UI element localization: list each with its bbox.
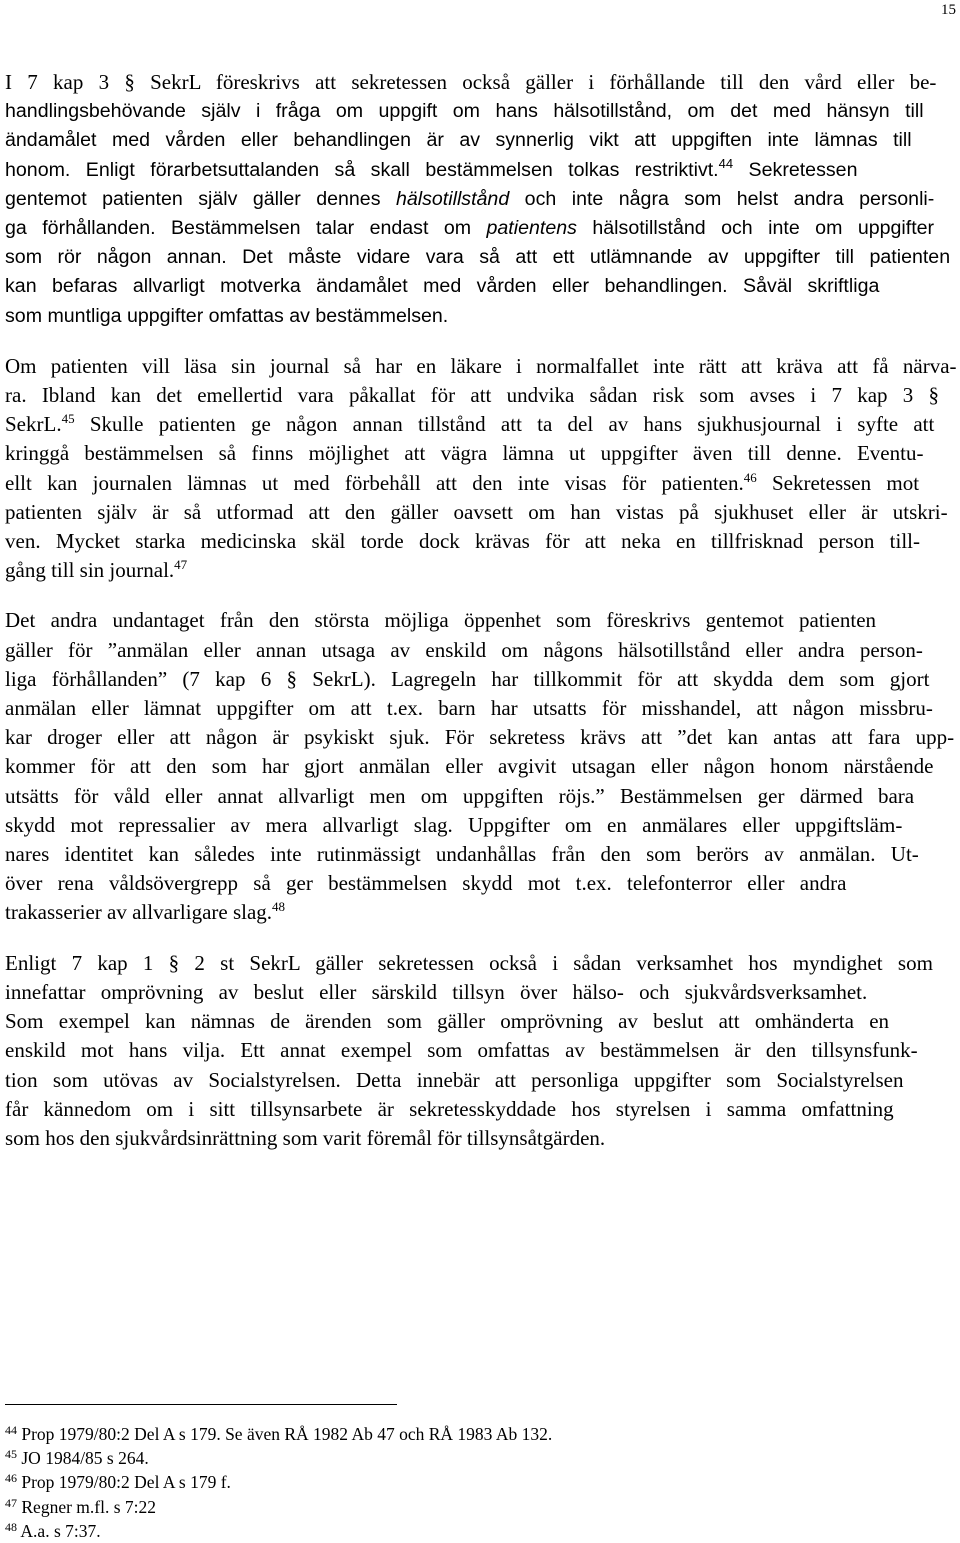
- text-run: tion som utövas av Socialstyrelsen. Detta innebär att personliga uppgifter som Socialstyrelsen: [5, 1067, 904, 1092]
- text-line: [5, 97, 957, 126]
- text-line: [5, 272, 957, 301]
- footnote-ref: 47: [174, 557, 188, 573]
- text-line: [5, 636, 957, 665]
- text-line: [5, 439, 957, 468]
- footnote-number: 47: [5, 1495, 17, 1510]
- footnote-ref: 44: [718, 155, 734, 171]
- footnote: [5, 1519, 945, 1543]
- text-line: [5, 527, 957, 556]
- text-line: [5, 811, 957, 840]
- text-line: [5, 243, 957, 272]
- text-run: patienten själv är så utformad att den gäller oavsett om han vistas på sjukhuset eller är utskri-: [5, 499, 948, 524]
- text-run: SekrL.: [5, 412, 62, 437]
- paragraph: [5, 68, 957, 331]
- text-run: Sekretessen mot: [756, 470, 920, 495]
- text-run: som rör någon annan. Det måste vidare vara så att ett utlämnande av uppgifter till patienten: [5, 246, 951, 269]
- text-line: [5, 949, 957, 978]
- body-text: [5, 68, 957, 1174]
- text-run: gång till sin journal.: [5, 558, 175, 583]
- footnote: [5, 1470, 945, 1494]
- text-line: [5, 665, 957, 694]
- paragraph: [5, 352, 957, 586]
- text-line: [5, 156, 957, 185]
- footnote: [5, 1495, 945, 1519]
- text-run: gäller för ”anmälan eller annan utsaga av enskild om någons hälsotillstånd eller andra person-: [5, 637, 923, 662]
- footnote-text: A.a. s 7:37.: [20, 1520, 101, 1541]
- text-run: ga förhållanden. Bestämmelsen talar endast om: [5, 217, 487, 240]
- text-run: Skulle patienten ge någon annan tillstånd att ta del av hans sjukhusjournal i syfte att: [74, 412, 935, 437]
- paragraph: [5, 949, 957, 1153]
- text-run: gentemot patienten själv gäller dennes: [5, 187, 396, 210]
- section-sign: §: [124, 70, 135, 94]
- text-line: [5, 352, 957, 381]
- footnote-text: Regner m.fl. s 7:22: [21, 1496, 157, 1517]
- text-line: [5, 68, 957, 97]
- text-run: kommer för att den som har gjort anmälan eller avgivit utsagan eller någon honom närstående: [5, 754, 934, 779]
- text-line: [5, 869, 957, 898]
- footnote-separator: [5, 1404, 397, 1405]
- text-run: honom. Enligt förarbetsuttalanden så skall bestämmelsen tolkas restriktivt.: [5, 158, 719, 181]
- text-run: kan befaras allvarligt motverka ändamålet med vården eller behandlingen. Såväl skriftliga: [5, 275, 880, 298]
- text-run: över rena våldsövergrepp så ger bestämmelsen skydd mot t.ex. telefonterror eller andra: [5, 871, 847, 896]
- text-run: ra. Ibland kan det emellertid vara påkallat för att undvika sådan risk som avses i 7 kap 3: [5, 383, 929, 408]
- text-line: [5, 1124, 957, 1153]
- text-run: kar droger eller att någon är psykiskt sjuk. För sekretess krävs att ”det kan antas att fara upp-: [5, 725, 955, 750]
- text-line: [5, 381, 957, 410]
- text-run: SekrL). Lagregeln har tillkommit för att skydda dem som gjort: [297, 666, 930, 691]
- footnote-number: 48: [5, 1519, 17, 1534]
- footnote-number: 44: [5, 1423, 17, 1437]
- paragraph: [5, 606, 957, 927]
- text-run: innefattar omprövning av beslut eller särskild tillsyn över hälso- och sjukvårdsverksamhet.: [5, 979, 868, 1004]
- footnote-text: JO 1984/85 s 264.: [21, 1448, 149, 1469]
- footnote-number: 45: [5, 1447, 17, 1462]
- text-run: trakasserier av allvarligare slag.: [5, 900, 273, 925]
- footnote-ref: 46: [743, 469, 757, 485]
- text-run: ändamålet med vården eller behandlingen är av synnerlig vikt att uppgiften inte lämnas till: [5, 129, 912, 152]
- footnote-ref: 45: [61, 411, 75, 427]
- text-line: [5, 469, 957, 498]
- text-line: [5, 694, 957, 723]
- text-run: kringgå bestämmelsen så finns möjlighet att vägra lämna ut uppgifter även till denne. Eventu-: [5, 441, 924, 466]
- text-line: [5, 498, 957, 527]
- text-line: [5, 556, 957, 585]
- text-run: Sekretessen: [733, 158, 858, 181]
- text-run: liga förhållanden” (7 kap 6: [5, 666, 287, 691]
- footnote-text: Prop 1979/80:2 Del A s 179 f.: [21, 1472, 231, 1493]
- text-line: [5, 752, 957, 781]
- text-run: handlingsbehövande själv i fråga om uppgift om hans hälsotillstånd, om det med hänsyn till: [5, 100, 924, 123]
- text-run: som muntliga uppgifter omfattas av bestämmelsen.: [5, 304, 449, 327]
- text-run: nares identitet kan således inte rutinmässigt undanhållas från den som berörs av anmälan. Ut-: [5, 842, 919, 867]
- text-line: [5, 410, 957, 439]
- footnote-number: 46: [5, 1471, 17, 1486]
- page-number: 15: [941, 2, 956, 18]
- emphasis-text: hälsotillstånd: [395, 187, 510, 210]
- footnote: [5, 1446, 945, 1470]
- text-run: enskild mot hans vilja. Ett annat exempel som omfattas av bestämmelsen är den tillsynsfunk-: [5, 1038, 918, 1063]
- footnote: [5, 1422, 945, 1446]
- text-run: Det andra undantaget från den största möjliga öppenhet som föreskrivs gentemot patienten: [5, 608, 877, 633]
- text-run: I 7 kap 3: [5, 70, 125, 94]
- text-line: [5, 840, 957, 869]
- text-line: [5, 978, 957, 1007]
- text-run: hälsotillstånd och inte om uppgifter: [576, 217, 935, 240]
- section-sign: §: [286, 666, 297, 691]
- text-run: 2 st SekrL gäller sekretessen också i sådan verksamhet hos myndighet som: [179, 950, 933, 975]
- text-line: [5, 214, 957, 243]
- text-line: [5, 723, 957, 752]
- section-sign: §: [928, 383, 940, 408]
- text-run: och inte några som helst andra personli-: [509, 187, 935, 210]
- text-run: anmälan eller lämnat uppgifter om att t.ex. barn har utsatts för misshandel, att någon missbru-: [5, 696, 933, 721]
- text-line: [5, 898, 957, 927]
- text-run: utsätts för våld eller annat allvarligt men om uppgiften röjs.” Bestämmelsen ger därmed bara: [5, 783, 915, 808]
- text-run: skydd mot repressalier av mera allvarligt slag. Uppgifter om en anmälares eller uppgiftsläm-: [5, 812, 903, 837]
- footnote-ref: 48: [272, 899, 286, 915]
- text-line: [5, 185, 957, 214]
- text-line: [5, 126, 957, 155]
- text-line: [5, 1066, 957, 1095]
- text-line: [5, 1095, 957, 1124]
- text-run: Enligt 7 kap 1: [5, 950, 169, 975]
- text-line: [5, 1036, 957, 1065]
- text-line: [5, 606, 957, 635]
- section-sign: §: [168, 950, 180, 975]
- text-line: [5, 302, 957, 331]
- text-run: SekrL föreskrivs att sekretessen också gäller i förhållande till den vård eller be-: [134, 70, 937, 94]
- text-run: får kännedom om i sitt tillsynsarbete är sekretesskyddade hos styrelsen i samma omfattning: [5, 1096, 894, 1121]
- text-run: ellt kan journalen lämnas ut med förbehåll att den inte visas för patienten.: [5, 470, 744, 495]
- text-line: [5, 1007, 957, 1036]
- text-run: Om patienten vill läsa sin journal så har en läkare i normalfallet inte rätt att kräva att få närva-: [5, 353, 957, 378]
- text-line: [5, 782, 957, 811]
- footnotes: [5, 1422, 945, 1543]
- text-run: Som exempel kan nämnas de ärenden som gäller omprövning av beslut att omhänderta en: [5, 1009, 890, 1034]
- footnote-text: Prop 1979/80:2 Del A s 179. Se även RÅ 1982 Ab 47 och RÅ 1983 Ab 132.: [21, 1424, 553, 1444]
- text-run: som hos den sjukvårdsinrättning som varit föremål för tillsynsåtgärden.: [5, 1125, 606, 1150]
- emphasis-text: patientens: [486, 217, 577, 240]
- text-run: ven. Mycket starka medicinska skäl torde dock krävas för att neka en tillfrisknad person till-: [5, 529, 921, 554]
